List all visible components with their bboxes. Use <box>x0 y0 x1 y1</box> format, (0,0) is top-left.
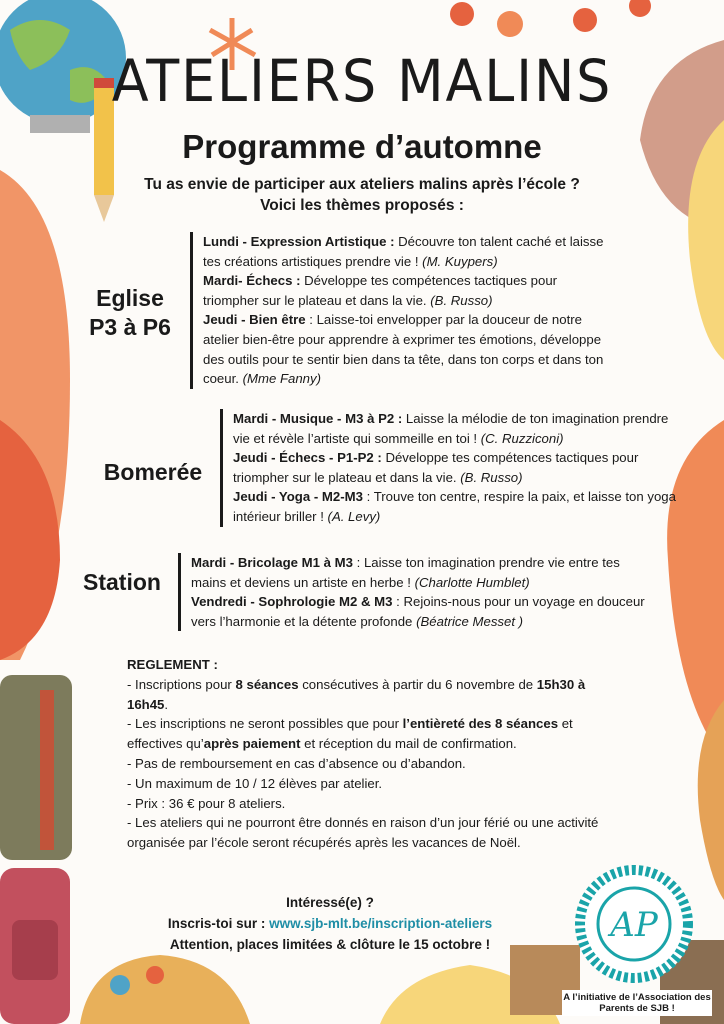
deadline-line: Attention, places limitées & clôture le 15 octobre ! <box>169 937 491 952</box>
interested-line: Intéressé(e) ? <box>286 895 374 910</box>
signup-line: Inscris-toi sur : www.sjb-mlt.be/inscription-ateliers <box>167 916 493 931</box>
list-item: - Les inscriptions ne seront possibles que pour l’entièreté des 8 séances et effectives qu’après paiement et réception du mail de confirmation. <box>127 716 573 752</box>
list-item: Mardi - Musique - M3 à P2 : Laisse la mélodie de ton imagination prendre vie et révèle l’artiste qui sommeille en toi ! (C. Ruzziconi) <box>233 411 669 446</box>
list-item: Lundi - Expression Artistique : Découvre ton talent caché et laisse tes créations artistiques prendre vie ! (M. Kuypers) <box>203 234 604 269</box>
schedule-bomeree <box>220 409 683 527</box>
contact-info <box>130 892 530 955</box>
location-bomeree: Bomerée <box>103 459 203 485</box>
list-item: - Un maximum de 10 / 12 élèves par atelier. <box>127 775 383 791</box>
list-item: - Prix : 36 € pour 8 ateliers. <box>127 795 286 811</box>
association-logo <box>572 862 696 986</box>
list-item: Jeudi - Yoga - M2-M3 : Trouve ton centre, respire la paix, et laisse ton yoga intérieur briller ! (A. Levy) <box>233 489 676 524</box>
location-station: Station <box>83 569 161 595</box>
reglement <box>127 655 607 853</box>
signup-link[interactable]: www.sjb-mlt.be/inscription-ateliers <box>269 916 493 931</box>
logo-letters: AP <box>610 905 658 945</box>
location-eglise: Eglise P3 à P6 <box>89 285 171 340</box>
list-item: - Les ateliers qui ne pourront être donnés en raison d’un jour férié ou une activité organisée par l’école seront récupérés après les vacances de Noël. <box>127 815 599 851</box>
list-item: Jeudi - Bien être : Laisse-toi envelopper par la douceur de notre atelier bien-être pour apprendre à exprimer tes émotions, développe des outils pour te sentir bien dans ta tête, dans ton corps et dans ton coeur. (Mme Fanny) <box>203 312 604 387</box>
list-item: Jeudi - Échecs - P1-P2 : Développe tes compétences tactiques pour triompher sur le plateau et dans la vie. (B. Russo) <box>233 450 639 485</box>
list-item: Mardi- Échecs : Développe tes compétences tactiques pour triompher sur le plateau et dans la vie. (B. Russo) <box>203 273 558 308</box>
list-item: - Pas de remboursement en cas d’absence ou d’abandon. <box>127 755 466 771</box>
intro-themes: Voici les thèmes proposés : <box>260 197 464 214</box>
intro-question: Tu as envie de participer aux ateliers malins après l’école ? <box>144 176 580 193</box>
list-item: - Inscriptions pour 8 séances consécutives à partir du 6 novembre de 15h30 à 16h45. <box>127 676 586 712</box>
logo-caption: A l’initiative de l’Association des Parents de SJB ! <box>563 992 711 1014</box>
schedule-station <box>178 553 656 631</box>
page-subtitle: Programme d’automne <box>182 128 542 165</box>
reglement-heading: REGLEMENT : <box>127 657 218 672</box>
list-item: Mardi - Bricolage M1 à M3 : Laisse ton imagination prendre vie entre tes mains et deviens un artiste en herbe ! (Charlotte Humblet) <box>191 555 620 590</box>
list-item: Vendredi - Sophrologie M2 & M3 : Rejoins-nous pour un voyage en douceur vers l’harmonie et la détente profonde (Béatrice Messet ) <box>191 594 645 629</box>
page-title: ATELIERS MALINS <box>111 47 613 115</box>
schedule-eglise <box>190 232 613 389</box>
